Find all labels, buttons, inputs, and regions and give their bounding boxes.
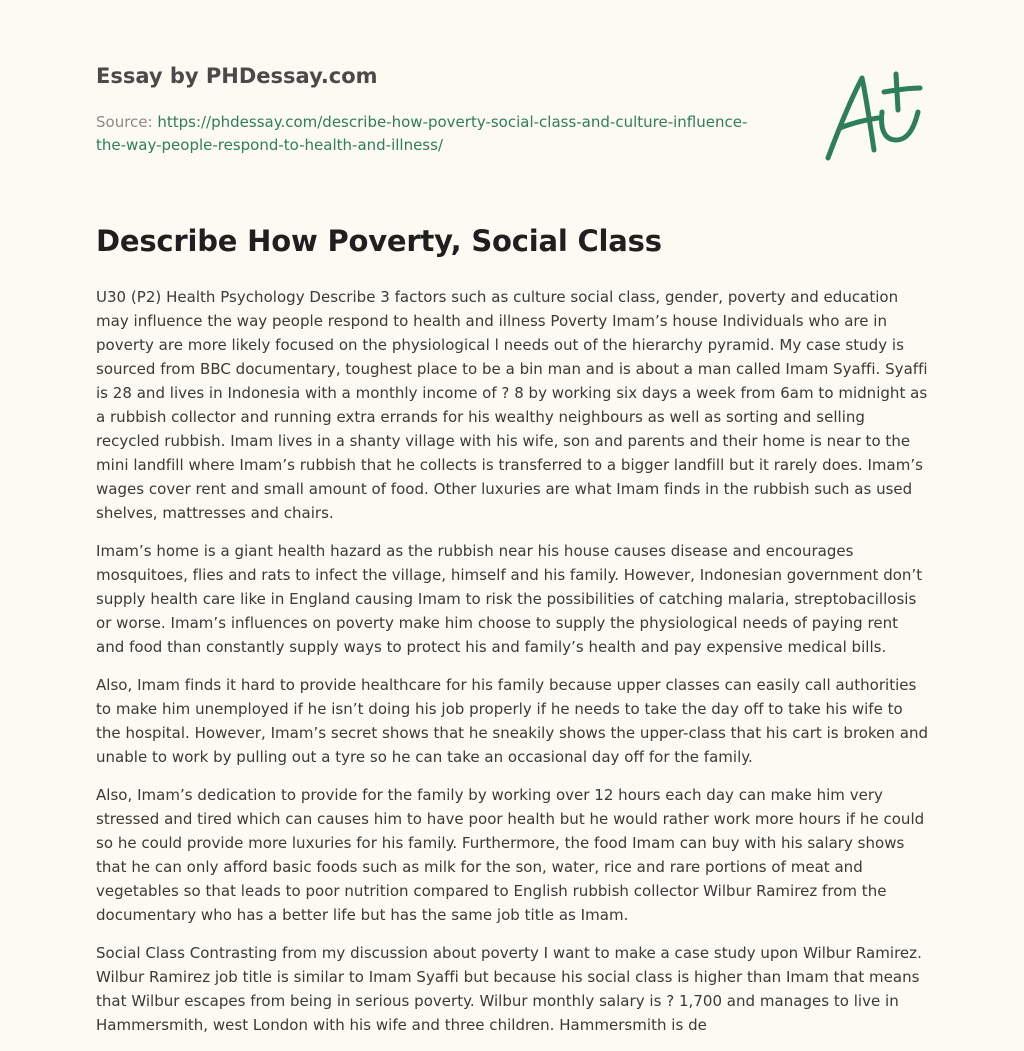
paragraph: Also, Imam finds it hard to provide healthcare for his family because upper classes can easily call authorities to make him unemployed if he isn’t doing his job properly if he needs to take the day off to take his wife to the hospital. However, Imam’s secret shows that he sneakily shows the upper-class that his cart is broken and unable to work by pulling out a tyre so he can take an occasional day off for the family.	[96, 676, 929, 766]
page-title: Describe How Poverty, Social Class	[96, 224, 662, 258]
source-line	[96, 111, 776, 157]
a-plus-logo-icon	[818, 66, 930, 166]
paragraph: Social Class Contrasting from my discussion about poverty I want to make a case study upon Wilbur Ramirez. Wilbur Ramirez job title is similar to Imam Syaffi but because his social class is higher than Imam that means that Wilbur escapes from being in serious poverty. Wilbur monthly salary is ? 1,700 and manages to live in Hammersmith, west London with his wife and three children. Hammersmith is de	[96, 944, 922, 1034]
paragraph: U30 (P2) Health Psychology Describe 3 factors such as culture social class, gender, poverty and education may influence the way people respond to health and illness Poverty Imam’s house Individuals who are in poverty are more likely focused on the physiological l needs out of the hierarchy pyramid. My case study is sourced from BBC documentary, toughest place to be a bin man and is about a man called Imam Syaffi. Syaffi is 28 and lives in Indonesia with a monthly income of ? 8 by working six days a week from 6am to midnight as a rubbish collector and running extra errands for his wealthy neighbours as well as sorting and selling recycled rubbish. Imam lives in a shanty village with his wife, son and parents and their home is near to the mini landfill where Imam’s rubbish that he collects is transferred to a bigger landfill but it rarely does. Imam’s wages cover rent and small amount of food. Other luxuries are what Imam finds in the rubbish such as used shelves, mattresses and chairs.	[96, 288, 928, 522]
source-link[interactable]: https://phdessay.com/describe-how-poverty-social-class-and-culture-influence-the-way-people-respond-to-health-and-illness/	[96, 113, 748, 154]
source-label: Source:	[96, 113, 158, 131]
paragraph: Imam’s home is a giant health hazard as the rubbish near his house causes disease and encourages mosquitoes, flies and rats to infect the village, himself and his family. However, Indonesian government don’t supply health care like in England causing Imam to risk the possibilities of catching malaria, streptobacillosis or worse. Imam’s influences on poverty make him choose to supply the physiological needs of paying rent and food than constantly supply ways to protect his and family’s health and pay expensive medical bills.	[96, 542, 923, 656]
article-body	[96, 285, 930, 1051]
site-brand: Essay by PHDessay.com	[96, 64, 378, 88]
paragraph: Also, Imam’s dedication to provide for the family by working over 12 hours each day can make him very stressed and tired which can causes him to have poor health but he would rather work more hours if he could so he could provide more luxuries for his family. Furthermore, the food Imam can buy with his salary shows that he can only afford basic foods such as milk for the son, water, rice and rare portions of meat and vegetables so that leads to poor nutrition compared to English rubbish collector Wilbur Ramirez from the documentary who has a better life but has the same job title as Imam.	[96, 786, 925, 924]
